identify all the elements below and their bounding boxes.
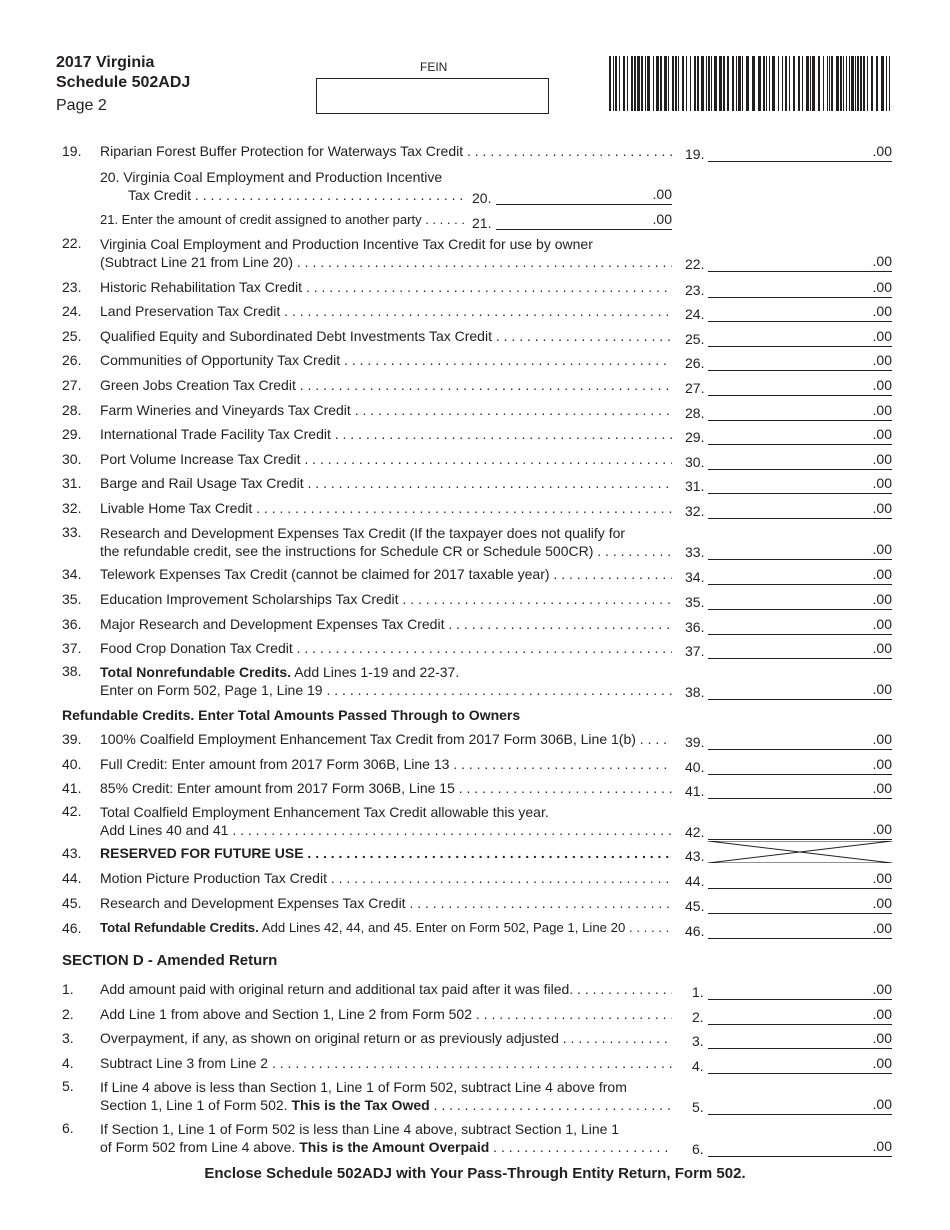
line-text: 85% Credit: Enter amount from 2017 Form 306B, Line 15 . . . [100, 780, 672, 796]
barcode-bar [843, 56, 844, 111]
line-ref: 39. [685, 734, 705, 750]
line-number: 29. [62, 426, 82, 442]
barcode-bar [806, 56, 809, 111]
barcode-bar [772, 56, 775, 111]
line-number: 38. [62, 663, 82, 679]
line-46-amount[interactable]: .00 [708, 920, 892, 939]
line-23-amount[interactable]: .00 [708, 279, 892, 298]
barcode-bar [849, 56, 850, 111]
line-ref: 38. [685, 684, 705, 700]
line-text: Subtract Line 3 from Line 2 . . . [100, 1055, 672, 1071]
line-text: Livable Home Tax Credit . . . [100, 500, 672, 516]
line-text: Historic Rehabilitation Tax Credit . . . [100, 279, 672, 295]
line-ref: 33. [685, 544, 705, 560]
barcode-bar [798, 56, 800, 111]
line-text: Add Line 1 from above and Section 1, Line 2 from Form 502 . . . [100, 1006, 672, 1022]
barcode-bar [763, 56, 765, 111]
line-number: 39. [62, 731, 82, 747]
barcode-bar [867, 56, 868, 111]
line-number: 24. [62, 303, 82, 319]
line-text: Farm Wineries and Vineyards Tax Credit . . . [100, 402, 672, 418]
line-number: 45. [62, 895, 82, 911]
line-text [100, 524, 672, 560]
barcode-bar [694, 56, 696, 111]
line-number: 31. [62, 475, 82, 491]
line-ref: 34. [685, 569, 705, 585]
barcode-bar [719, 56, 722, 111]
barcode-bar [690, 56, 691, 111]
line-number: 5. [62, 1078, 74, 1094]
fein-input[interactable] [316, 78, 549, 114]
line-39-amount[interactable]: .00 [708, 731, 892, 750]
line-ref: 45. [685, 898, 705, 914]
line-ref: 1. [692, 984, 704, 1000]
line-text: Green Jobs Creation Tax Credit . . . [100, 377, 672, 393]
line-21-amount[interactable]: .00 [496, 211, 672, 230]
line-ref: 41. [685, 783, 705, 799]
line-number: 30. [62, 451, 82, 467]
line-ref: 46. [685, 923, 705, 939]
line-ref: 32. [685, 503, 705, 519]
line-ref: 6. [692, 1141, 704, 1157]
barcode-bar [871, 56, 873, 111]
line-number: 27. [62, 377, 82, 393]
line-ref: 36. [685, 619, 705, 635]
line-text-2: Add Lines 40 and 41 . . . [100, 821, 672, 839]
line-number: 33. [62, 524, 82, 540]
line-number: 3. [62, 1030, 74, 1046]
footer-instruction: Enclose Schedule 502ADJ with Your Pass-Through Entity Return, Form 502. [204, 1165, 746, 1182]
barcode-bar [742, 56, 743, 111]
barcode-bar [836, 56, 839, 111]
line-text [100, 663, 672, 699]
line-ref: 29. [685, 429, 705, 445]
line-text-1: If Line 4 above is less than Section 1, Line 1 of Form 502, subtract Line 4 above from [100, 1079, 627, 1095]
line-text-2: (Subtract Line 21 from Line 20) . . . [100, 253, 672, 271]
line-text-bold: This is the Amount Overpaid [299, 1139, 490, 1155]
line-ref: 3. [692, 1033, 704, 1049]
line-ref: 27. [685, 380, 705, 396]
line-32-amount[interactable]: .00 [708, 500, 892, 519]
line-38-amount[interactable]: .00 [708, 681, 892, 700]
barcode-bar [672, 56, 674, 111]
line-ref: 20. [472, 190, 492, 206]
barcode-bar [823, 56, 824, 111]
line-33-amount[interactable]: .00 [708, 541, 892, 560]
line-number: 34. [62, 566, 82, 582]
line-number: 35. [62, 591, 82, 607]
line-27-amount[interactable]: .00 [708, 377, 892, 396]
barcode-bar [860, 56, 862, 111]
barcode-bar [619, 56, 620, 111]
barcode-bar [802, 56, 803, 111]
section-d-title: SECTION D - Amended Return [62, 952, 278, 969]
line-text: Qualified Equity and Subordinated Debt Investments Tax Credit . . . [100, 328, 672, 344]
line-ref: 44. [685, 873, 705, 889]
line-text-1: Research and Development Expenses Tax Credit (If the taxpayer does not qualify for [100, 525, 626, 541]
line-45-amount[interactable]: .00 [708, 895, 892, 914]
line-number: 2. [62, 1006, 74, 1022]
section-d-line-4-amount[interactable]: .00 [708, 1055, 892, 1074]
barcode-bar [623, 56, 625, 111]
line-text: Land Preservation Tax Credit . . . [100, 303, 672, 319]
barcode-bar [827, 56, 828, 111]
barcode-bar [711, 56, 712, 111]
barcode-bar [641, 56, 643, 111]
line-41-amount[interactable]: .00 [708, 780, 892, 799]
line-text: 100% Coalfield Employment Enhancement Tax Credit from 2017 Form 306B, Line 1(b) . . . [100, 731, 672, 747]
barcode-bar [678, 56, 679, 111]
line-ref: 28. [685, 405, 705, 421]
line-number: 44. [62, 870, 82, 886]
section-d-line-3-amount[interactable]: .00 [708, 1030, 892, 1049]
line-text-2: of Form 502 from Line 4 above. [100, 1139, 300, 1155]
line-ref: 37. [685, 643, 705, 659]
barcode-bar [812, 56, 815, 111]
barcode-bar [686, 56, 687, 111]
line-number: 6. [62, 1120, 74, 1136]
barcode-bar [758, 56, 761, 111]
barcode-bar [831, 56, 833, 111]
barcode-bar [727, 56, 729, 111]
barcode-bar [701, 56, 704, 111]
barcode-bar [778, 56, 779, 111]
line-text: Major Research and Development Expenses Tax Credit . . . [100, 616, 672, 632]
line-31-amount[interactable]: .00 [708, 475, 892, 494]
barcode-bar [653, 56, 654, 111]
barcode-bar [876, 56, 878, 111]
barcode-bar [660, 56, 662, 111]
barcode-bar [855, 56, 856, 111]
line-35-amount[interactable]: .00 [708, 591, 892, 610]
barcode-bar [675, 56, 677, 111]
line-text-1: Total Coalfield Employment Enhancement Tax Credit allowable this year. [100, 804, 549, 820]
line-24-amount[interactable]: .00 [708, 303, 892, 322]
line-ref: 35. [685, 594, 705, 610]
barcode-bar [736, 56, 737, 111]
barcode-bar [793, 56, 795, 111]
barcode-bar [706, 56, 707, 111]
barcode-bar [752, 56, 755, 111]
line-number: 40. [62, 756, 82, 772]
line-number: 19. [62, 143, 82, 159]
section-d-line-1-amount[interactable]: .00 [708, 981, 892, 1000]
refundable-credits-heading: Refundable Credits. Enter Total Amounts Passed Through to Owners [62, 707, 521, 723]
form-title-year: 2017 Virginia [56, 54, 155, 71]
line-ref: 25. [685, 331, 705, 347]
line-ref: 19. [685, 146, 705, 162]
line-text: 21. Enter the amount of credit assigned to another party . . . [100, 212, 466, 227]
line-text-cont: Tax Credit . . . [128, 187, 466, 203]
barcode-bar [613, 56, 614, 111]
line-ref: 40. [685, 759, 705, 775]
line-text: Food Crop Donation Tax Credit . . . [100, 640, 672, 656]
line-number: 46. [62, 920, 82, 936]
line-number: 23. [62, 279, 82, 295]
line-ref: 26. [685, 355, 705, 371]
barcode-bar [840, 56, 842, 111]
line-number: 1. [62, 981, 74, 997]
line-text-2: Section 1, Line 1 of Form 502. [100, 1097, 292, 1113]
line-text: Education Improvement Scholarships Tax Credit . . . [100, 591, 672, 607]
line-text: Motion Picture Production Tax Credit . . . [100, 870, 672, 886]
line-ref: 24. [685, 306, 705, 322]
barcode-bar [627, 56, 628, 111]
line-number: 22. [62, 235, 82, 251]
line-text-2: Enter on Form 502, Page 1, Line 19 . . . [100, 681, 672, 699]
barcode-bar [769, 56, 770, 111]
barcode-bar [886, 56, 887, 111]
line-number: 41. [62, 780, 82, 796]
barcode-bar [631, 56, 633, 111]
barcode-bar [785, 56, 787, 111]
line-text: Full Credit: Enter amount from 2017 Form 306B, Line 13 . . . [100, 756, 672, 772]
barcode-bar [714, 56, 717, 111]
barcode-bar [697, 56, 699, 111]
barcode-bar [615, 56, 617, 111]
form-title-schedule: Schedule 502ADJ [56, 74, 191, 91]
line-26-amount[interactable]: .00 [708, 352, 892, 371]
line-ref: 31. [685, 478, 705, 494]
line-number: 43. [62, 845, 82, 861]
line-30-amount[interactable]: .00 [708, 451, 892, 470]
line-ref: 4. [692, 1058, 704, 1074]
line-number: 26. [62, 352, 82, 368]
section-d-line-6-amount[interactable]: .00 [708, 1138, 892, 1157]
fein-label: FEIN [420, 60, 448, 74]
line-ref: 2. [692, 1009, 704, 1025]
line-text [100, 1120, 672, 1156]
line-34-amount[interactable]: .00 [708, 566, 892, 585]
reserved-crossed-box [708, 841, 892, 863]
barcode-bar [863, 56, 865, 111]
barcode-bar [738, 56, 741, 111]
form-title [56, 53, 190, 93]
line-text: Add Lines 42, 44, and 45. Enter on Form 502, Page 1, Line 20 [258, 920, 626, 935]
barcode-bar [656, 56, 659, 111]
line-text: International Trade Facility Tax Credit . . . [100, 426, 672, 442]
line-text [100, 803, 672, 839]
line-text: RESERVED FOR FUTURE USE . . . [100, 845, 672, 861]
barcode-bar [647, 56, 650, 111]
line-text: Barge and Rail Usage Tax Credit . . . [100, 475, 672, 491]
barcode-bar [766, 56, 767, 111]
barcode-bar [818, 56, 820, 111]
barcode-bar [789, 56, 790, 111]
barcode-bar [810, 56, 811, 111]
line-ref: 21. [472, 215, 492, 231]
line-36-amount[interactable]: .00 [708, 616, 892, 635]
barcode-bar [708, 56, 710, 111]
page-number: Page 2 [56, 97, 107, 114]
barcode-bar [664, 56, 667, 111]
line-text: Telework Expenses Tax Credit (cannot be claimed for 2017 taxable year) . . . [100, 566, 672, 582]
barcode-bar [645, 56, 646, 111]
line-number: 36. [62, 616, 82, 632]
line-number: 4. [62, 1055, 74, 1071]
line-22-amount[interactable]: .00 [708, 253, 892, 272]
line-ref: 22. [685, 256, 705, 272]
line-text: Research and Development Expenses Tax Credit . . . [100, 895, 672, 911]
barcode-bar [637, 56, 640, 111]
barcode-bar [634, 56, 636, 111]
line-text-bold: Total Refundable Credits. [100, 920, 259, 935]
line-25-amount[interactable]: .00 [708, 328, 892, 347]
line-ref: 43. [685, 848, 705, 864]
line-ref: 42. [685, 824, 705, 840]
line-37-amount[interactable]: .00 [708, 640, 892, 659]
line-number: 28. [62, 402, 82, 418]
line-number: 25. [62, 328, 82, 344]
line-ref: 23. [685, 282, 705, 298]
line-29-amount[interactable]: .00 [708, 426, 892, 445]
line-44-amount[interactable]: .00 [708, 870, 892, 889]
line-text: Port Volume Increase Tax Credit . . . [100, 451, 672, 467]
line-number: 42. [62, 803, 82, 819]
line-text-1: If Section 1, Line 1 of Form 502 is less than Line 4 above, subtract Section 1, Line 1 [100, 1121, 620, 1137]
barcode-bar [889, 56, 890, 111]
line-text-1: Add Lines 1-19 and 22-37. [291, 664, 460, 680]
line-text: Riparian Forest Buffer Protection for Waterways Tax Credit . . . [100, 143, 672, 159]
line-number: 37. [62, 640, 82, 656]
barcode-bar [732, 56, 734, 111]
line-text: 20. Virginia Coal Employment and Production Incentive [100, 169, 443, 185]
barcode-bar [746, 56, 749, 111]
barcode-bar [609, 56, 611, 111]
barcode-bar [782, 56, 783, 111]
line-text [100, 235, 672, 271]
line-text: Communities of Opportunity Tax Credit . . . [100, 352, 672, 368]
line-ref: 5. [692, 1099, 704, 1115]
barcode-bar [846, 56, 847, 111]
barcode-bar [881, 56, 884, 111]
line-text: Overpayment, if any, as shown on original return or as previously adjusted . . . [100, 1030, 672, 1046]
line-42-amount[interactable]: .00 [708, 821, 892, 840]
barcode-bar [682, 56, 684, 111]
line-40-amount[interactable]: .00 [708, 756, 892, 775]
line-text [100, 1078, 672, 1114]
line-28-amount[interactable]: .00 [708, 402, 892, 421]
line-20-amount[interactable]: .00 [496, 186, 672, 205]
barcode-bar [851, 56, 854, 111]
line-text: Add amount paid with original return and additional tax paid after it was filed. . . . [100, 981, 672, 997]
line-text-bold: Total Nonrefundable Credits. [100, 664, 292, 680]
barcode-bar [723, 56, 725, 111]
line-text-bold: This is the Tax Owed [291, 1097, 430, 1113]
section-d-line-5-amount[interactable]: .00 [708, 1096, 892, 1115]
line-number: 32. [62, 500, 82, 516]
barcode-image [609, 56, 891, 111]
barcode-bar [857, 56, 859, 111]
line-ref: 30. [685, 454, 705, 470]
line-19-amount[interactable]: .00 [708, 143, 892, 162]
line-text-2: the refundable credit, see the instructions for Schedule CR or Schedule 500CR) . . . [100, 542, 672, 560]
barcode-bar [668, 56, 669, 111]
section-d-line-2-amount[interactable]: .00 [708, 1006, 892, 1025]
barcode-bar [829, 56, 830, 111]
line-text-1: Virginia Coal Employment and Production Incentive Tax Credit for use by owner [100, 236, 593, 252]
